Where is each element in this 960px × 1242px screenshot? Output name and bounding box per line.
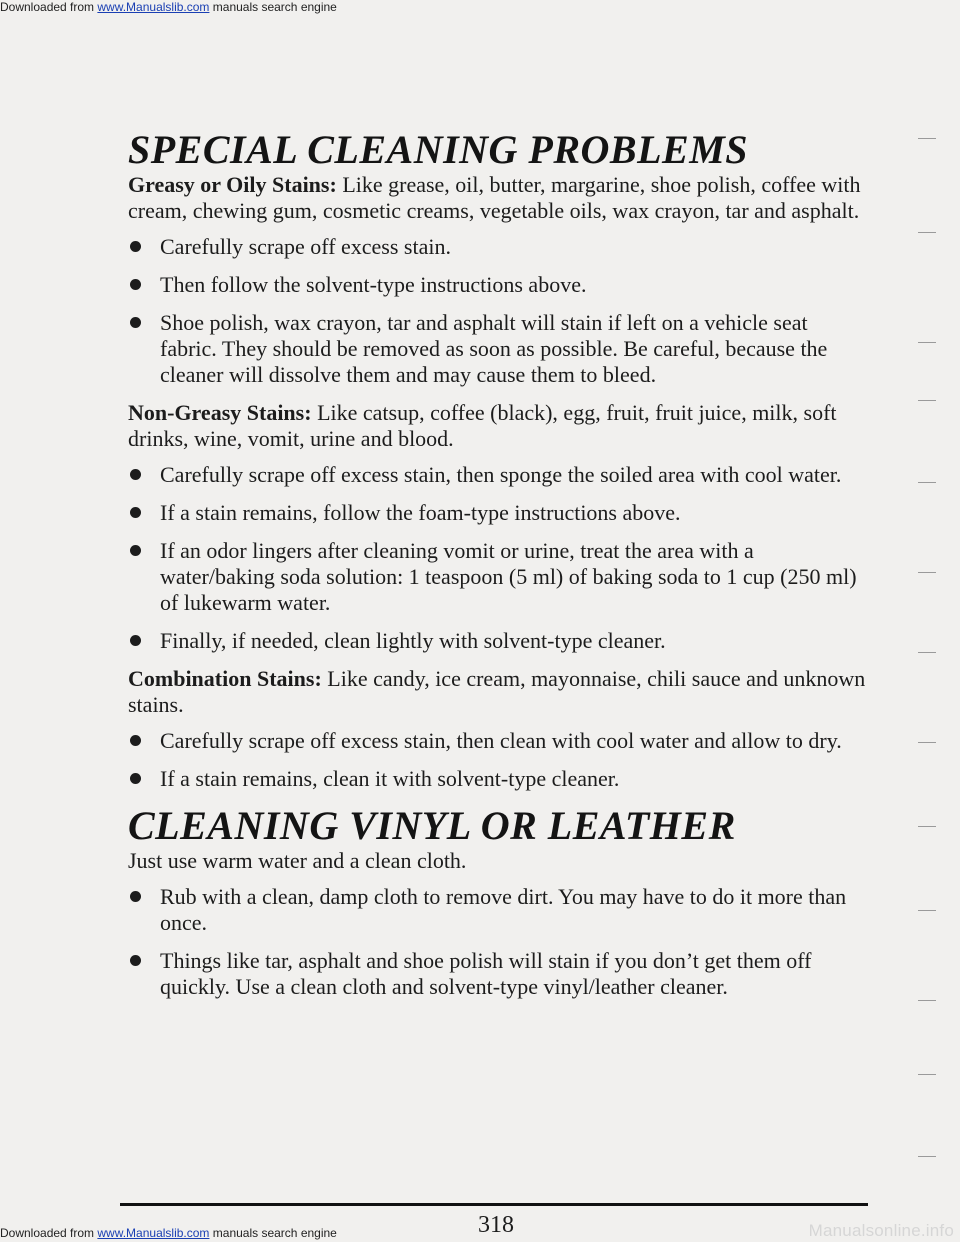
list-item-text: Carefully scrape off excess stain, then sponge the soiled area with cool water.	[160, 462, 842, 487]
list-item	[128, 884, 868, 936]
list-item-text: Things like tar, asphalt and shoe polish will stain if you don’t get them off quickly. Use a clean cloth and solvent-type vinyl/leather cleaner.	[160, 948, 812, 999]
list-item	[128, 538, 868, 616]
margin-mark	[918, 742, 936, 743]
footer-manualslib-link[interactable]: www.Manualslib.com	[97, 1226, 210, 1240]
page-content	[128, 128, 868, 1012]
list-item	[128, 234, 868, 260]
combination-stains-intro	[128, 666, 868, 718]
section-title-special-cleaning: SPECIAL CLEANING PROBLEMS	[128, 127, 749, 172]
list-item-text: Carefully scrape off excess stain.	[160, 234, 451, 259]
non-greasy-stains-intro	[128, 400, 868, 452]
combination-stains-text: Like candy, ice cream, mayonnaise, chili sauce and unknown stains.	[128, 666, 866, 717]
download-banner-top	[0, 0, 337, 14]
bullet-icon	[130, 773, 141, 784]
vinyl-leather-list	[128, 884, 868, 1000]
list-item-text: Finally, if needed, clean lightly with solvent-type cleaner.	[160, 628, 666, 653]
non-greasy-stains-lead: Non-Greasy Stains:	[128, 400, 312, 425]
non-greasy-stains-list	[128, 462, 868, 654]
manualsonline-watermark: Manualsonline.info	[808, 1221, 954, 1240]
margin-mark	[918, 572, 936, 573]
margin-mark	[918, 482, 936, 483]
download-banner-bottom	[0, 1226, 337, 1240]
margin-mark	[918, 1074, 936, 1075]
list-item	[128, 948, 868, 1000]
bullet-icon	[130, 735, 141, 746]
list-item	[128, 766, 868, 792]
margin-mark	[918, 652, 936, 653]
list-item-text: If a stain remains, clean it with solvent-type cleaner.	[160, 766, 620, 791]
bullet-icon	[130, 279, 141, 290]
section-title-vinyl-leather: CLEANING VINYL OR LEATHER	[128, 803, 736, 848]
footer-suffix: manuals search engine	[209, 1226, 337, 1240]
bullet-icon	[130, 891, 141, 902]
vinyl-leather-intro: Just use warm water and a clean cloth.	[128, 848, 467, 873]
greasy-stains-intro	[128, 172, 868, 224]
margin-mark	[918, 826, 936, 827]
margin-mark	[918, 910, 936, 911]
page-number: 318	[478, 1212, 514, 1238]
list-item	[128, 500, 868, 526]
margin-mark	[918, 1000, 936, 1001]
bullet-icon	[130, 955, 141, 966]
bullet-icon	[130, 317, 141, 328]
combination-stains-lead: Combination Stains:	[128, 666, 322, 691]
non-greasy-stains-text: Like catsup, coffee (black), egg, fruit, fruit juice, milk, soft drinks, wine, vomit, urine and blood.	[128, 400, 837, 451]
margin-mark	[918, 400, 936, 401]
list-item	[128, 272, 868, 298]
list-item-text: Carefully scrape off excess stain, then clean with cool water and allow to dry.	[160, 728, 842, 753]
bullet-icon	[130, 545, 141, 556]
list-item	[128, 728, 868, 754]
combination-stains-list	[128, 728, 868, 792]
banner-prefix: Downloaded from	[0, 0, 98, 14]
list-item	[128, 462, 868, 488]
margin-mark	[918, 138, 936, 139]
bullet-icon	[130, 241, 141, 252]
greasy-stains-text: Like grease, oil, butter, margarine, shoe polish, coffee with cream, chewing gum, cosmetic creams, vegetable oils, wax crayon, tar and asphalt.	[128, 172, 861, 223]
list-item	[128, 310, 868, 388]
greasy-stains-lead: Greasy or Oily Stains:	[128, 172, 337, 197]
manualslib-link[interactable]: www.Manualslib.com	[97, 0, 210, 14]
bullet-icon	[130, 507, 141, 518]
bullet-icon	[130, 469, 141, 480]
list-item-text: If an odor lingers after cleaning vomit or urine, treat the area with a water/baking soda solution: 1 teaspoon (5 ml) of baking soda to 1 cup (250 ml) of lukewarm water.	[160, 538, 857, 615]
margin-mark	[918, 232, 936, 233]
list-item-text: Then follow the solvent-type instructions above.	[160, 272, 587, 297]
margin-mark	[918, 342, 936, 343]
list-item-text: Rub with a clean, damp cloth to remove dirt. You may have to do it more than once.	[160, 884, 847, 935]
bullet-icon	[130, 635, 141, 646]
footer-prefix: Downloaded from	[0, 1226, 98, 1240]
margin-mark	[918, 1156, 936, 1157]
list-item	[128, 628, 868, 654]
footer-rule	[120, 1203, 868, 1206]
list-item-text: If a stain remains, follow the foam-type instructions above.	[160, 500, 681, 525]
list-item-text: Shoe polish, wax crayon, tar and asphalt will stain if left on a vehicle seat fabric. They should be removed as soon as possible. Be careful, because the cleaner will dissolve them and may cause them to bleed.	[160, 310, 828, 387]
banner-suffix: manuals search engine	[209, 0, 337, 14]
greasy-stains-list	[128, 234, 868, 388]
